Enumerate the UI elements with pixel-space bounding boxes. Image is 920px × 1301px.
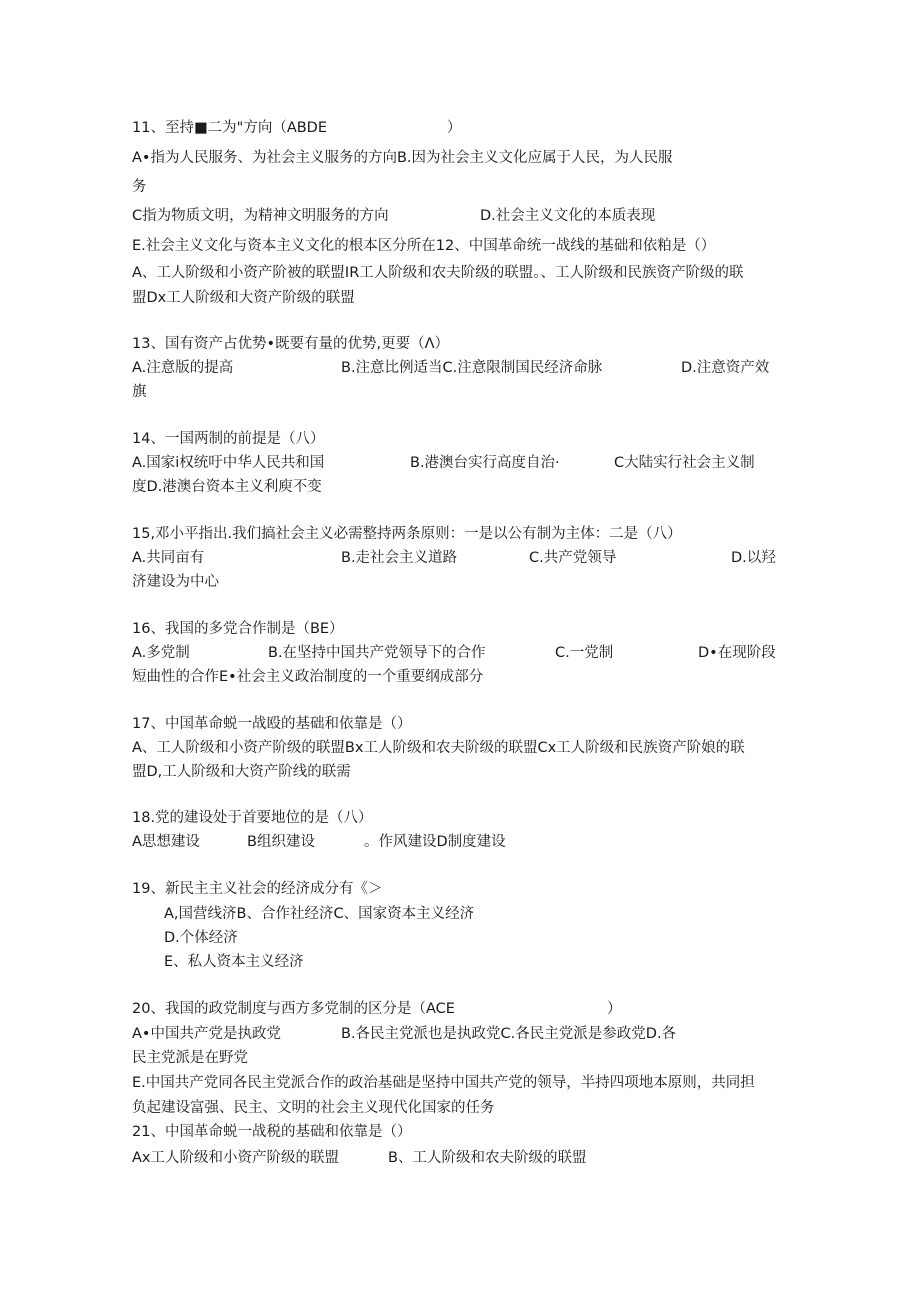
q14-option-b: B.港澳台实行高度自治· [410,455,560,471]
q16-option-d: D•在现阶段 [698,645,776,661]
q15-option-d: D.以羟 [731,550,776,566]
q14-option-a: A.国家i权统吁中华人民共和国 [132,455,325,471]
q18-option-a: A思想建设 [132,834,200,850]
q20-option-d-cont: 民主党派是在野党 [132,1050,248,1066]
q13-option-a: A.注意版的提高 [132,360,234,376]
q17-options: A、工人阶级和小资产阶级的联盟Bx工人阶级和农夫阶级的联盟Cx工人阶级和民族资产阶娘的联 [132,740,745,756]
q15-option-b: B.走社会主义道路 [341,550,458,566]
q16-option-a: A.多党制 [132,645,190,661]
q15-option-c: C.共产党领导 [529,550,617,566]
q14-stem: 14、一国两制的前提是（八） [132,431,325,447]
q20-stem: 20、我国的政党制度与西方多党制的区分是（ACE ） [132,1001,622,1017]
q19-stem: 19、新民主主义社会的经济成分有《＞ [132,881,383,897]
q19-option-e: E、私人资本主义经济 [164,954,304,970]
q15-stem: 15,邓小平指出.我们搞社会主义必需整持两条原则：一是以公有制为主体：二是（八） [132,526,682,542]
q12-options: A、工人阶级和小资产阶被的联盟IR工人阶级和农夫阶级的联盟。、工人阶级和民族资产阶级的联 [132,265,744,281]
q11-option-d: D.社会主义文化的本质表现 [480,208,656,224]
q11-option-c: C指为物质文明，为精神文明服务的方向 [132,208,389,224]
q11-option-a-cont: 务 [132,179,147,195]
q17-stem: 17、中国革命蜕一战殴的基础和依靠是（） [132,716,412,732]
q15-option-d-cont: 济建设为中心 [132,574,219,590]
q16-option-e: 短曲性的合作E•社会主义政治制度的一个重要纲成部分 [132,669,484,685]
q18-option-b: B组织建设 [247,834,315,850]
q16-option-b: B.在坚持中国共产党领导下的合作 [268,645,486,661]
q20-option-a: A•中国共产党是执政党 [132,1026,281,1042]
q21-option-b: B、工人阶级和农夫阶级的联盟 [388,1150,587,1166]
q14-option-c: C大陆实行社会主义制 [614,455,755,471]
q14-option-d: 度D.港澳台资本主义利庾不变 [132,479,322,495]
q21-stem: 21、中国革命蜕一战税的基础和依靠是（） [132,1124,412,1140]
q18-option-c: 。作风建设D制度建设 [364,834,506,850]
q17-options-cont: 盟D,工人阶级和大资产阶线的联需 [132,764,351,780]
q21-option-a: Ax工人阶级和小资产阶级的联盟 [132,1150,339,1166]
q13-stem: 13、国有资产占优势•既要有量的优势,更要（Λ） [132,336,450,352]
q19-option-d: D.个体经济 [164,930,238,946]
q18-stem: 18.党的建设处于首要地位的是（八） [132,810,373,826]
q11-stem: 11、至持■二为"方向（ABDE ） [132,120,462,136]
q11-option-e: E.社会主义文化与资本主义文化的根本区分所在12、中国革命统一战线的基础和依粕是（） [132,238,716,254]
q13-option-d: D.注意资产效 [681,360,770,376]
q20-option-e-cont: 负起建设富强、民主、文明的社会主义现代化国家的任务 [132,1100,495,1116]
q16-stem: 16、我国的多党合作制是（BE） [132,621,344,637]
q11-option-a: A•指为人民服务、为社会主义服务的方向B.因为社会主义文化应属于人民，为人民服 [132,150,673,166]
q19-option-a: A,国营线济B、合作社经济C、国家资本主义经济 [164,906,475,922]
q16-option-c: C.一党制 [555,645,614,661]
q12-options-cont: 盟Dx工人阶级和大资产阶级的联盟 [132,290,355,306]
q15-option-a: A.共同亩有 [132,550,205,566]
q20-option-e: E.中国共产党同各民主党派合作的政治基础是坚持中国共产党的领导，半持四项地本原则，共同担 [132,1075,755,1091]
q13-option-b: B.注意比例适当C.注意限制国民经济命脉 [341,360,603,376]
q20-option-b: B.各民主党派也是执政党C.各民主党派是参政党D.各 [341,1026,677,1042]
q13-option-d-cont: 旗 [132,384,147,400]
